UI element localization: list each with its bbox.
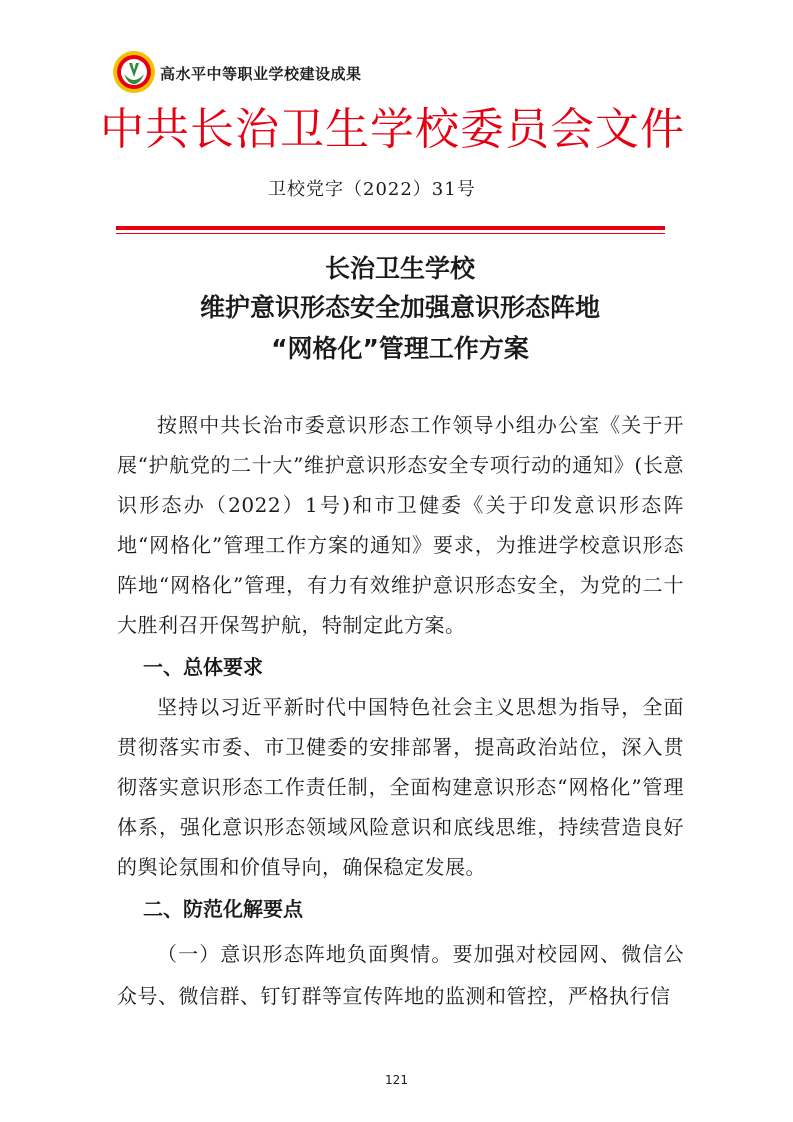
- document-title-line-2: 维护意识形态安全加强意识形态阵地: [199, 293, 600, 322]
- issuer-title: 中共长治卫生学校委员会文件: [100, 104, 685, 155]
- red-divider-thin: [116, 233, 665, 234]
- document-title-line-3: “网格化”管理工作方案: [271, 334, 529, 363]
- page-number: 121: [385, 1073, 408, 1087]
- section-paragraph-prevention-points: （一）意识形态阵地负面舆情。要加强对校园网、微信公众号、微信群、钉钉群等宣传阵地的监测和管控，严格执行信: [117, 942, 684, 1008]
- document-number: 卫校党字（2022）31号: [268, 179, 476, 200]
- document-title-line-1: 长治卫生学校: [324, 254, 475, 283]
- school-emblem-icon: [112, 50, 156, 94]
- brand-text: 高水平中等职业学校建设成果: [160, 65, 362, 83]
- intro-paragraph: 按照中共长治市委意识形态工作领导小组办公室《关于开展“护航党的二十大”维护意识形态安全专项行动的通知》(长意识形态办（2022）1号)和市卫健委《关于印发意识形态阵地“网格化”管理工作方案的通知》要求，为推进学校意识形态阵地“网格化”管理，有力有效维护意识形态安全，为党的二十大胜利召开保驾护航，特制定此方案。: [117, 413, 684, 637]
- red-divider-thick: [116, 226, 665, 230]
- section-paragraph-general-requirements: 坚持以习近平新时代中国特色社会主义思想为指导，全面贯彻落实市委、市卫健委的安排部署，提高政治站位，深入贯彻落实意识形态工作责任制，全面构建意识形态“网格化”管理体系，强化意识形态领域风险意识和底线思维，持续营造良好的舆论氛围和价值导向，确保稳定发展。: [117, 695, 684, 879]
- section-title-prevention-points: 二、防范化解要点: [143, 897, 303, 921]
- section-title-general-requirements: 一、总体要求: [143, 655, 263, 679]
- document-body: [117, 405, 684, 1017]
